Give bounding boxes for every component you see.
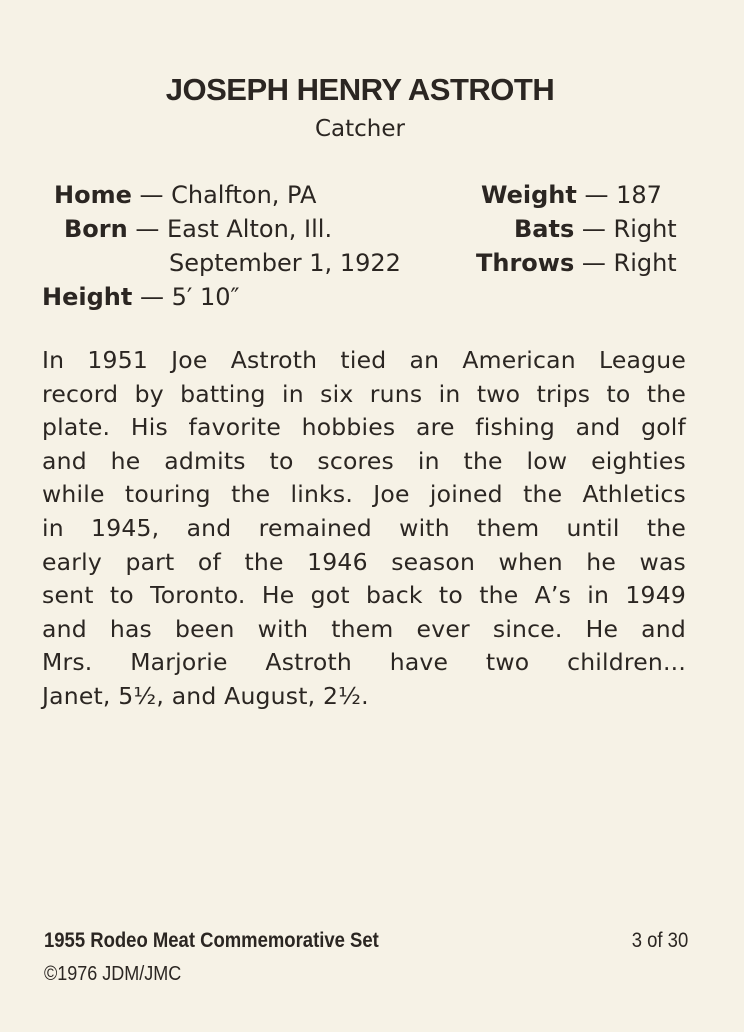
stat-home-label: Home bbox=[54, 181, 132, 209]
stat-bats-value: Right bbox=[613, 215, 677, 243]
bio-line: and has been with them ever since. He and bbox=[42, 614, 686, 643]
stat-throws bbox=[476, 246, 677, 280]
stat-weight-value: 187 bbox=[616, 181, 662, 209]
stat-home-value: Chalfton, PA bbox=[171, 181, 317, 209]
stat-throws-value: Right bbox=[613, 249, 677, 277]
stat-separator: — bbox=[131, 181, 172, 209]
bio-line: while touring the links. Joe joined the Athletics bbox=[42, 480, 686, 509]
stat-separator: — bbox=[576, 181, 617, 209]
stat-born-label: Born bbox=[64, 215, 128, 243]
stat-born-place: East Alton, Ill. bbox=[166, 215, 333, 243]
stat-separator: — bbox=[574, 249, 614, 277]
stat-born-date: September 1, 1922 bbox=[169, 249, 401, 277]
bio-line: and he admits to scores in the low eighties bbox=[42, 446, 686, 475]
stat-weight-label: Weight bbox=[481, 181, 577, 209]
bio-line: in 1945, and remained with them until the bbox=[42, 513, 686, 542]
stat-separator: — bbox=[574, 215, 614, 243]
player-biography bbox=[42, 344, 686, 714]
player-name: JOSEPH HENRY ASTROTH bbox=[165, 72, 555, 107]
bio-line: Mrs. Marjorie Astroth have two children... bbox=[42, 648, 686, 677]
bio-line: sent to Toronto. He got back to the A’s in 1949 bbox=[42, 581, 686, 610]
stat-home bbox=[54, 178, 316, 212]
stat-bats bbox=[514, 212, 677, 246]
stat-height-value: 5′ 10″ bbox=[171, 283, 240, 311]
stat-separator: — bbox=[127, 215, 167, 243]
stat-bats-label: Bats bbox=[514, 215, 575, 243]
copyright: ©1976 JDM/JMC bbox=[44, 963, 182, 985]
stat-throws-label: Throws bbox=[476, 249, 575, 277]
stat-born bbox=[64, 212, 332, 246]
card-number: 3 of 30 bbox=[631, 929, 688, 952]
bio-line: record by batting in six runs in two trips to the bbox=[42, 379, 686, 408]
stat-weight bbox=[481, 178, 662, 212]
stat-separator: — bbox=[132, 283, 172, 311]
bio-line: Janet, 5½, and August, 2½. bbox=[42, 681, 369, 710]
bio-line: In 1951 Joe Astroth tied an American League bbox=[42, 346, 686, 374]
stat-height bbox=[42, 280, 239, 314]
bio-line: plate. His favorite hobbies are fishing and golf bbox=[42, 413, 686, 442]
bio-line: early part of the 1946 season when he was bbox=[42, 547, 686, 576]
stat-height-label: Height bbox=[42, 283, 133, 311]
player-position: Catcher bbox=[314, 116, 405, 142]
set-name: 1955 Rodeo Meat Commemorative Set bbox=[44, 929, 379, 952]
